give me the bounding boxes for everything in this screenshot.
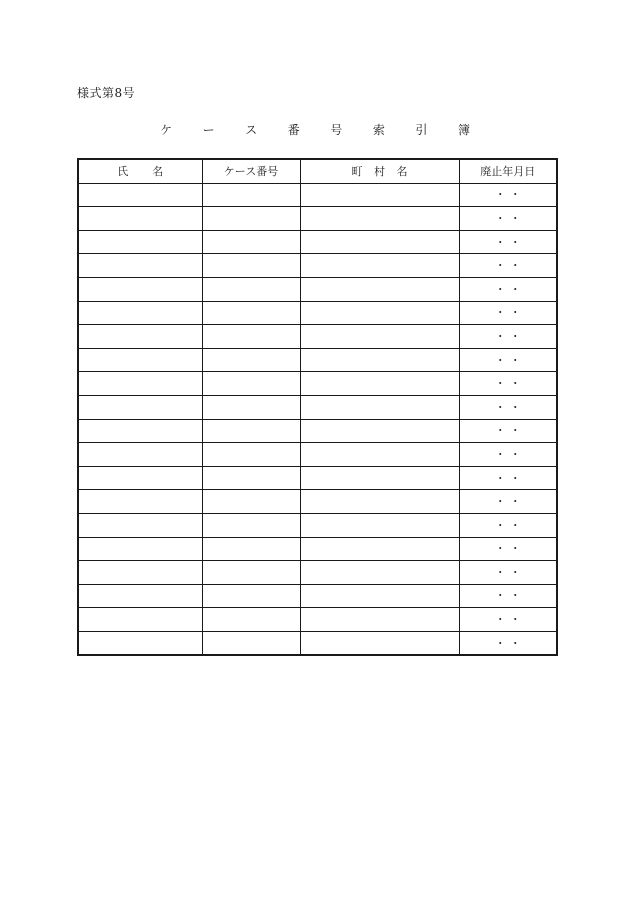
case-number-cell[interactable]: [202, 537, 300, 561]
date-separator: ・: [494, 353, 506, 367]
name-cell[interactable]: [78, 372, 202, 396]
title-char: ー: [202, 123, 215, 137]
case-number-cell[interactable]: [202, 301, 300, 325]
header-town: [300, 159, 459, 183]
date-separators: [495, 355, 521, 366]
abolished-date-cell[interactable]: [459, 325, 557, 349]
date-separator: ・: [494, 565, 506, 579]
document-title: [160, 121, 470, 138]
case-number-cell[interactable]: [202, 372, 300, 396]
header-abolished-date: 廃止年月日: [459, 159, 557, 183]
name-cell[interactable]: [78, 631, 202, 655]
header-town-char: 村: [374, 165, 385, 179]
case-number-cell[interactable]: [202, 419, 300, 443]
date-separators: [495, 378, 521, 389]
date-separator: ・: [509, 188, 521, 202]
date-separators: [495, 638, 521, 649]
date-separator: ・: [509, 589, 521, 603]
abolished-date-cell[interactable]: [459, 372, 557, 396]
case-number-cell[interactable]: [202, 183, 300, 207]
date-separator: ・: [494, 235, 506, 249]
date-separator: ・: [509, 353, 521, 367]
town-cell[interactable]: [300, 443, 459, 467]
date-separator: ・: [494, 495, 506, 509]
table-row: [78, 230, 557, 254]
date-separators: [495, 307, 521, 318]
date-separator: ・: [509, 211, 521, 225]
name-cell[interactable]: [78, 325, 202, 349]
abolished-date-cell[interactable]: [459, 443, 557, 467]
date-separator: ・: [494, 518, 506, 532]
table-row: [78, 277, 557, 301]
date-separators: [495, 331, 521, 342]
date-separators: [495, 473, 521, 484]
date-separators: [495, 213, 521, 224]
town-cell[interactable]: [300, 301, 459, 325]
abolished-date-cell[interactable]: [459, 490, 557, 514]
date-separator: ・: [509, 400, 521, 414]
town-cell[interactable]: [300, 207, 459, 231]
abolished-date-cell[interactable]: [459, 419, 557, 443]
date-separators: [495, 189, 521, 200]
town-cell[interactable]: [300, 631, 459, 655]
date-separators: [495, 520, 521, 531]
name-cell[interactable]: [78, 537, 202, 561]
date-separator: ・: [494, 188, 506, 202]
date-separator: ・: [494, 542, 506, 556]
abolished-date-cell[interactable]: [459, 608, 557, 632]
case-number-cell[interactable]: [202, 631, 300, 655]
date-separator: ・: [509, 495, 521, 509]
case-number-cell[interactable]: [202, 561, 300, 585]
case-number-cell[interactable]: [202, 443, 300, 467]
date-separator: ・: [494, 613, 506, 627]
abolished-date-cell[interactable]: [459, 277, 557, 301]
table-row: [78, 419, 557, 443]
date-separator: ・: [509, 259, 521, 273]
table-row: [78, 254, 557, 278]
date-separator: ・: [509, 424, 521, 438]
title-char: ス: [245, 123, 258, 137]
abolished-date-cell[interactable]: [459, 561, 557, 585]
town-cell[interactable]: [300, 419, 459, 443]
case-number-cell[interactable]: [202, 466, 300, 490]
date-separator: ・: [509, 613, 521, 627]
abolished-date-cell[interactable]: [459, 230, 557, 254]
case-number-cell[interactable]: [202, 513, 300, 537]
name-cell[interactable]: [78, 584, 202, 608]
town-cell[interactable]: [300, 537, 459, 561]
title-char: 索: [372, 123, 385, 137]
date-separator: ・: [494, 471, 506, 485]
case-number-cell[interactable]: [202, 277, 300, 301]
name-cell[interactable]: [78, 561, 202, 585]
town-cell[interactable]: [300, 561, 459, 585]
town-cell[interactable]: [300, 513, 459, 537]
case-number-cell[interactable]: [202, 490, 300, 514]
title-char: ケ: [160, 123, 173, 137]
date-separator: ・: [509, 542, 521, 556]
town-cell[interactable]: [300, 608, 459, 632]
abolished-date-cell[interactable]: [459, 584, 557, 608]
header-town-char: 町: [351, 165, 363, 179]
date-separator: ・: [494, 259, 506, 273]
header-row: [78, 159, 557, 183]
table-row: [78, 466, 557, 490]
name-cell[interactable]: [78, 466, 202, 490]
date-separator: ・: [509, 306, 521, 320]
table-row: [78, 584, 557, 608]
title-char: 引: [415, 123, 428, 137]
header-name-char: 名: [152, 165, 164, 179]
date-separator: ・: [509, 377, 521, 391]
name-cell[interactable]: [78, 348, 202, 372]
date-separator: ・: [509, 636, 521, 650]
header-case-number: ケース番号: [202, 159, 300, 183]
date-separator: ・: [509, 282, 521, 296]
town-cell[interactable]: [300, 348, 459, 372]
name-cell[interactable]: [78, 490, 202, 514]
name-cell[interactable]: [78, 254, 202, 278]
abolished-date-cell[interactable]: [459, 513, 557, 537]
abolished-date-cell[interactable]: [459, 207, 557, 231]
table-row: [78, 513, 557, 537]
title-char: 号: [330, 123, 343, 137]
date-separators: [495, 237, 521, 248]
date-separators: [495, 496, 521, 507]
date-separator: ・: [494, 282, 506, 296]
town-cell[interactable]: [300, 490, 459, 514]
case-number-cell[interactable]: [202, 608, 300, 632]
title-char: 番: [287, 123, 300, 137]
table-row: [78, 631, 557, 655]
name-cell[interactable]: [78, 395, 202, 419]
abolished-date-cell[interactable]: [459, 183, 557, 207]
header-name-char: 氏: [117, 165, 129, 179]
case-number-cell[interactable]: [202, 325, 300, 349]
date-separator: ・: [494, 589, 506, 603]
date-separators: [495, 543, 521, 554]
date-separators: [495, 614, 521, 625]
case-number-cell[interactable]: [202, 584, 300, 608]
abolished-date-cell[interactable]: [459, 537, 557, 561]
date-separators: [495, 425, 521, 436]
table-body: [78, 183, 557, 655]
header-name: [78, 159, 202, 183]
name-cell[interactable]: [78, 419, 202, 443]
town-cell[interactable]: [300, 325, 459, 349]
table-row: [78, 301, 557, 325]
town-cell[interactable]: [300, 466, 459, 490]
town-cell[interactable]: [300, 372, 459, 396]
name-cell[interactable]: [78, 443, 202, 467]
town-cell[interactable]: [300, 395, 459, 419]
town-cell[interactable]: [300, 230, 459, 254]
date-separator: ・: [494, 400, 506, 414]
table-row: [78, 372, 557, 396]
case-number-cell[interactable]: [202, 395, 300, 419]
table-row: [78, 561, 557, 585]
table-row: [78, 348, 557, 372]
case-number-cell[interactable]: [202, 348, 300, 372]
table-row: [78, 395, 557, 419]
table-row: [78, 207, 557, 231]
case-index-table: [77, 158, 558, 656]
name-cell[interactable]: [78, 608, 202, 632]
date-separator: ・: [509, 235, 521, 249]
town-cell[interactable]: [300, 277, 459, 301]
table-row: [78, 537, 557, 561]
date-separator: ・: [509, 518, 521, 532]
name-cell[interactable]: [78, 277, 202, 301]
title-char: 簿: [457, 123, 470, 137]
town-cell[interactable]: [300, 183, 459, 207]
abolished-date-cell[interactable]: [459, 348, 557, 372]
table-row: [78, 325, 557, 349]
date-separator: ・: [494, 424, 506, 438]
table-row: [78, 490, 557, 514]
table-row: [78, 608, 557, 632]
date-separators: [495, 590, 521, 601]
form-number: 様式第8号: [77, 86, 136, 100]
date-separators: [495, 567, 521, 578]
date-separators: [495, 260, 521, 271]
case-number-cell[interactable]: [202, 207, 300, 231]
abolished-date-cell[interactable]: [459, 466, 557, 490]
date-separator: ・: [494, 306, 506, 320]
date-separator: ・: [509, 565, 521, 579]
name-cell[interactable]: [78, 230, 202, 254]
abolished-date-cell[interactable]: [459, 254, 557, 278]
date-separator: ・: [494, 329, 506, 343]
case-number-cell[interactable]: [202, 230, 300, 254]
name-cell[interactable]: [78, 301, 202, 325]
date-separator: ・: [509, 471, 521, 485]
name-cell[interactable]: [78, 183, 202, 207]
date-separator: ・: [494, 447, 506, 461]
date-separator: ・: [509, 447, 521, 461]
date-separator: ・: [494, 377, 506, 391]
date-separator: ・: [509, 329, 521, 343]
date-separators: [495, 402, 521, 413]
abolished-date-cell[interactable]: [459, 395, 557, 419]
date-separator: ・: [494, 636, 506, 650]
abolished-date-cell[interactable]: [459, 301, 557, 325]
date-separators: [495, 284, 521, 295]
name-cell[interactable]: [78, 207, 202, 231]
town-cell[interactable]: [300, 584, 459, 608]
abolished-date-cell[interactable]: [459, 631, 557, 655]
town-cell[interactable]: [300, 254, 459, 278]
header-town-char: 名: [396, 165, 408, 179]
date-separators: [495, 449, 521, 460]
date-separator: ・: [494, 211, 506, 225]
table-row: [78, 183, 557, 207]
name-cell[interactable]: [78, 513, 202, 537]
case-number-cell[interactable]: [202, 254, 300, 278]
table-row: [78, 443, 557, 467]
